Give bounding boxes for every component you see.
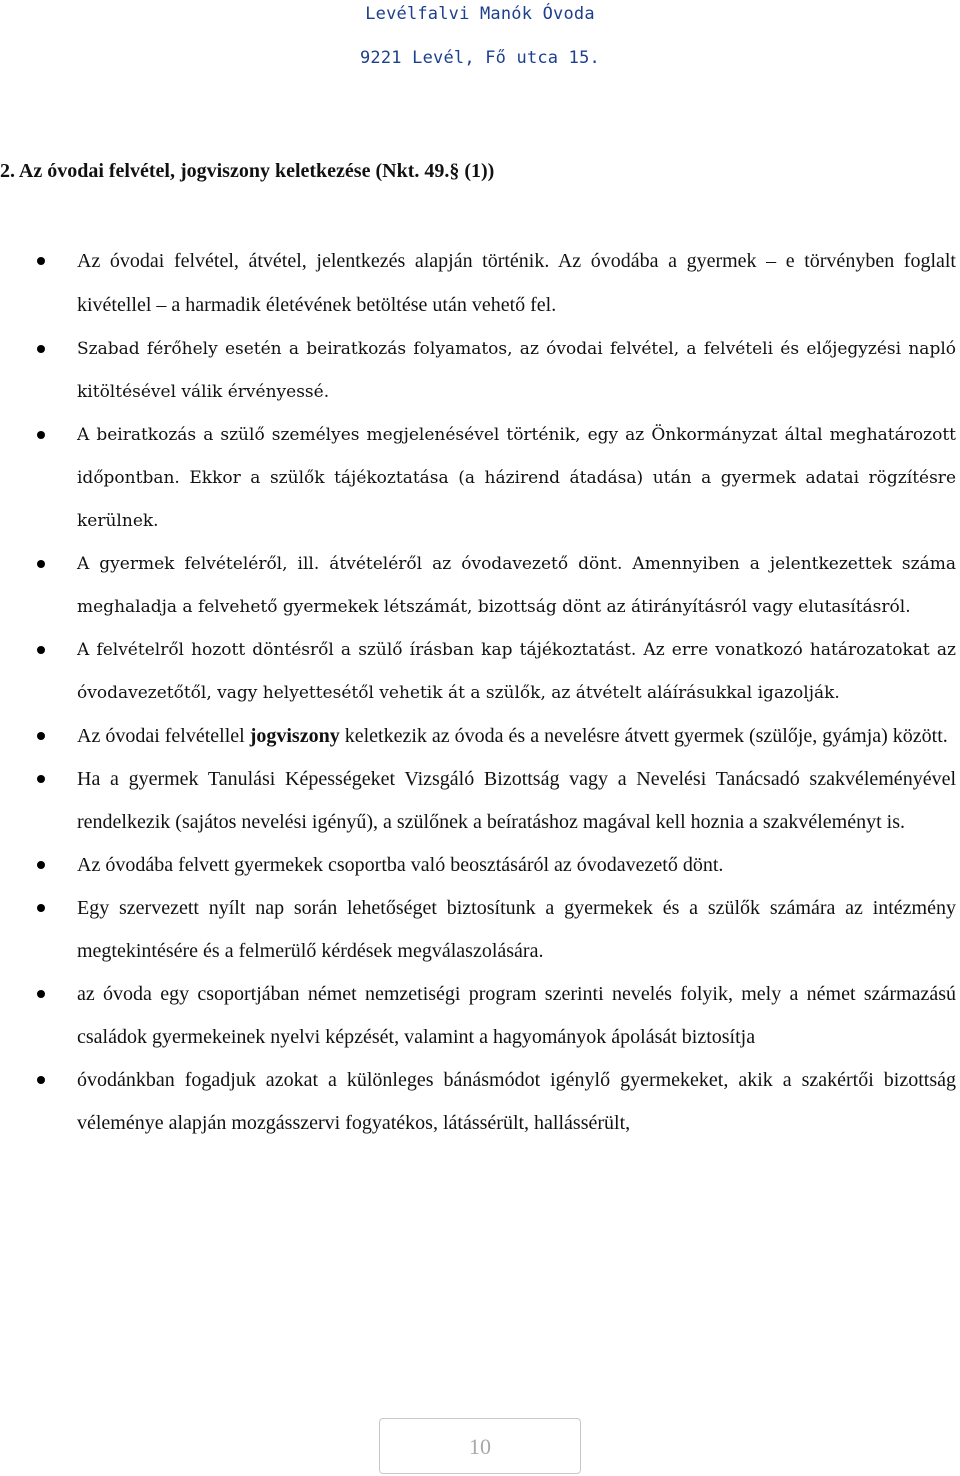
bullet-icon	[37, 431, 45, 439]
list-item	[0, 973, 956, 1059]
list-item-text: Szabad férőhely esetén a beiratkozás folyamatos, az óvodai felvétel, a felvételi és előjegyzési napló kitöltésével válik érvényessé.	[77, 339, 956, 402]
bullet-icon	[37, 904, 45, 912]
list-item	[0, 887, 956, 973]
bullet-icon	[37, 861, 45, 869]
page-number-box	[379, 1418, 581, 1474]
bullet-icon	[37, 560, 45, 568]
list-item-text: A gyermek felvételéről, ill. átvételéről az óvodavezető dönt. Amennyiben a jelentkezettek száma meghaladja a felvehető gyermekek létszámát, bizottság dönt az átirányításról vagy elutasításról.	[77, 554, 956, 617]
bullet-icon	[37, 775, 45, 783]
list-item	[0, 758, 956, 844]
list-item-text: az óvoda egy csoportjában német nemzetiségi program szerinti nevelés folyik, mely a német származású családok gyermekeinek nyelvi képzését, valamint a hagyományok ápolását biztosítja	[77, 983, 956, 1048]
bullet-icon	[37, 990, 45, 998]
list-item	[0, 414, 956, 543]
page-number: 10	[469, 1434, 491, 1459]
list-item	[0, 543, 956, 629]
list-item-text: keletkezik az óvoda és a nevelésre átvett gyermek (szülője, gyámja) között.	[339, 725, 948, 747]
list-item-text: Az óvodába felvett gyermekek csoportba való beosztásáról az óvodavezető dönt.	[77, 854, 724, 876]
list-item	[0, 1059, 956, 1145]
list-item	[0, 844, 956, 887]
list-item	[0, 240, 956, 328]
list-item-text: Egy szervezett nyílt nap során lehetőséget biztosítunk a gyermekek és a szülők számára az intézmény megtekintésére és a felmerülő kérdések megválaszolására.	[77, 897, 956, 962]
bullet-icon	[37, 732, 45, 740]
bullet-icon	[37, 1076, 45, 1084]
emphasized-term: jogviszony	[249, 725, 340, 747]
list-item-text: óvodánkban fogadjuk azokat a különleges bánásmódot igénylő gyermekeket, akik a szakértői bizottság véleménye alapján mozgásszervi fogyatékos, látássérült, hallássérült,	[77, 1069, 956, 1134]
list-item-text: Az óvodai felvétellel	[77, 725, 250, 747]
bullet-icon	[37, 345, 45, 353]
bullet-icon	[37, 646, 45, 654]
list-item-text: Ha a gyermek Tanulási Képességeket Vizsgáló Bizottság vagy a Nevelési Tanácsadó szakvéleményével rendelkezik (sajátos nevelési igényű), a szülőnek a beíratáshoz magával kell hoznia a szakvéleményt is.	[77, 768, 956, 833]
header-address: 9221 Levél, Fő utca 15.	[359, 48, 600, 68]
header-school-name: Levélfalvi Manók Óvoda	[365, 4, 595, 24]
bullet-icon	[37, 257, 45, 265]
list-item-text: A beiratkozás a szülő személyes megjelenésével történik, egy az Önkormányzat által meghatározott időpontban. Ekkor a szülők tájékoztatása (a házirend átadása) után a gyermek adatai rögzítésre kerülnek.	[77, 425, 956, 531]
list-item	[0, 715, 956, 758]
list-item-text: Az óvodai felvétel, átvétel, jelentkezés alapján történik. Az óvodába a gyermek – e törvényben foglalt kivétellel – a harmadik életévének betöltése után vehető fel.	[77, 250, 956, 316]
section-heading: 2. Az óvodai felvétel, jogviszony keletkezése (Nkt. 49.§ (1))	[0, 160, 495, 182]
list-item-text: A felvételről hozott döntésről a szülő írásban kap tájékoztatást. Az erre vonatkozó határozatokat az óvodavezetőtől, vagy helyettesétől vehetik át a szülők, az átvételt aláírásukkal igazolják.	[77, 640, 956, 703]
list-item	[0, 328, 956, 414]
bullet-list	[0, 240, 960, 1145]
list-item	[0, 629, 956, 715]
